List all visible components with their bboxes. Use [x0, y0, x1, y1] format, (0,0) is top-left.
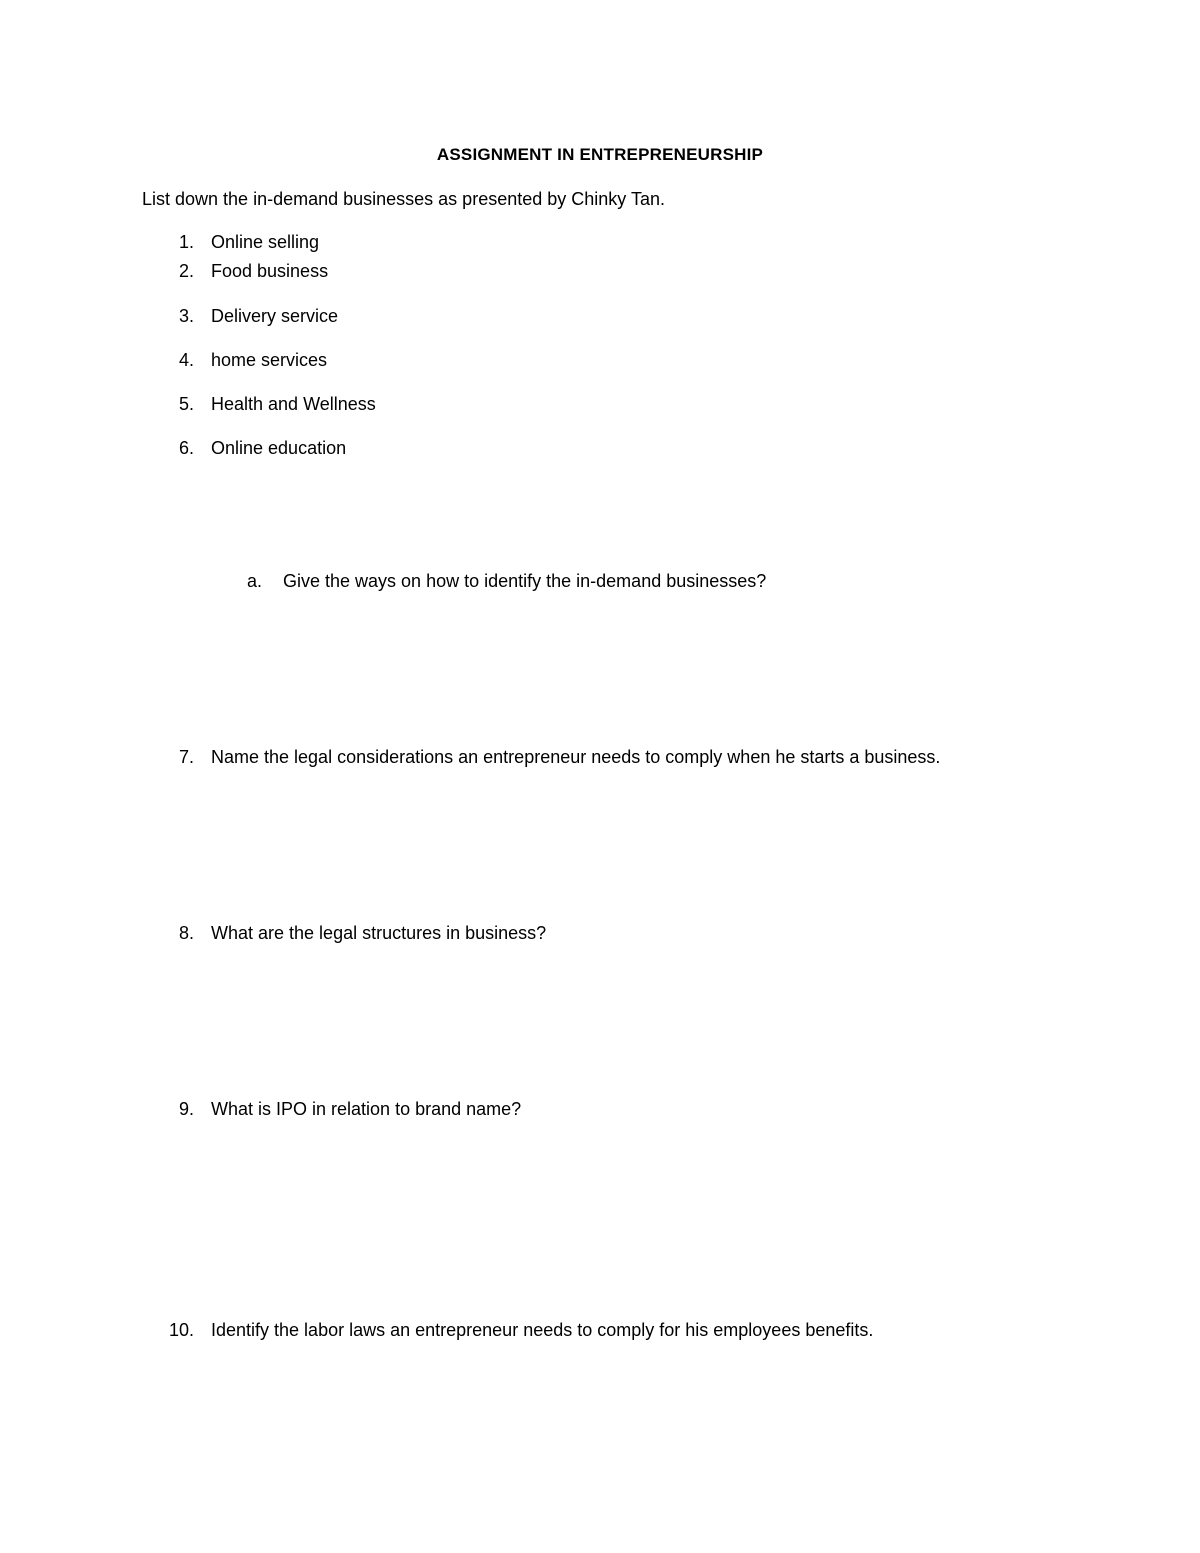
question-text: Name the legal considerations an entrepreneur needs to comply when he starts a business.: [211, 747, 941, 767]
list-item-text: Online education: [211, 438, 347, 458]
question-number: 7.: [178, 747, 194, 767]
list-item-number: 6.: [178, 438, 194, 458]
list-item-number: 3.: [178, 306, 194, 326]
list-item-text: Online selling: [211, 232, 320, 252]
list-item-text: Food business: [211, 261, 329, 281]
sub-question-text: Give the ways on how to identify the in-demand businesses?: [283, 571, 767, 591]
list-item-text: Delivery service: [211, 306, 339, 326]
list-item-text: Health and Wellness: [211, 394, 376, 414]
sub-question-label: a.: [246, 571, 262, 591]
list-item-text: home services: [211, 350, 328, 370]
list-item-number: 2.: [178, 261, 194, 281]
list-item-number: 1.: [178, 232, 194, 252]
question-number: 9.: [178, 1099, 194, 1119]
question-text: What is IPO in relation to brand name?: [211, 1099, 522, 1119]
question-text: What are the legal structures in business?: [211, 923, 547, 943]
question-text: Identify the labor laws an entrepreneur needs to comply for his employees benefits.: [211, 1320, 874, 1340]
list-item-number: 5.: [178, 394, 194, 414]
question-number: 8.: [178, 923, 194, 943]
list-item-number: 4.: [178, 350, 194, 370]
question-number: 10.: [168, 1320, 194, 1340]
intro-instruction: List down the in-demand businesses as presented by Chinky Tan.: [142, 189, 665, 209]
document-title: ASSIGNMENT IN ENTREPRENEURSHIP: [436, 145, 764, 164]
